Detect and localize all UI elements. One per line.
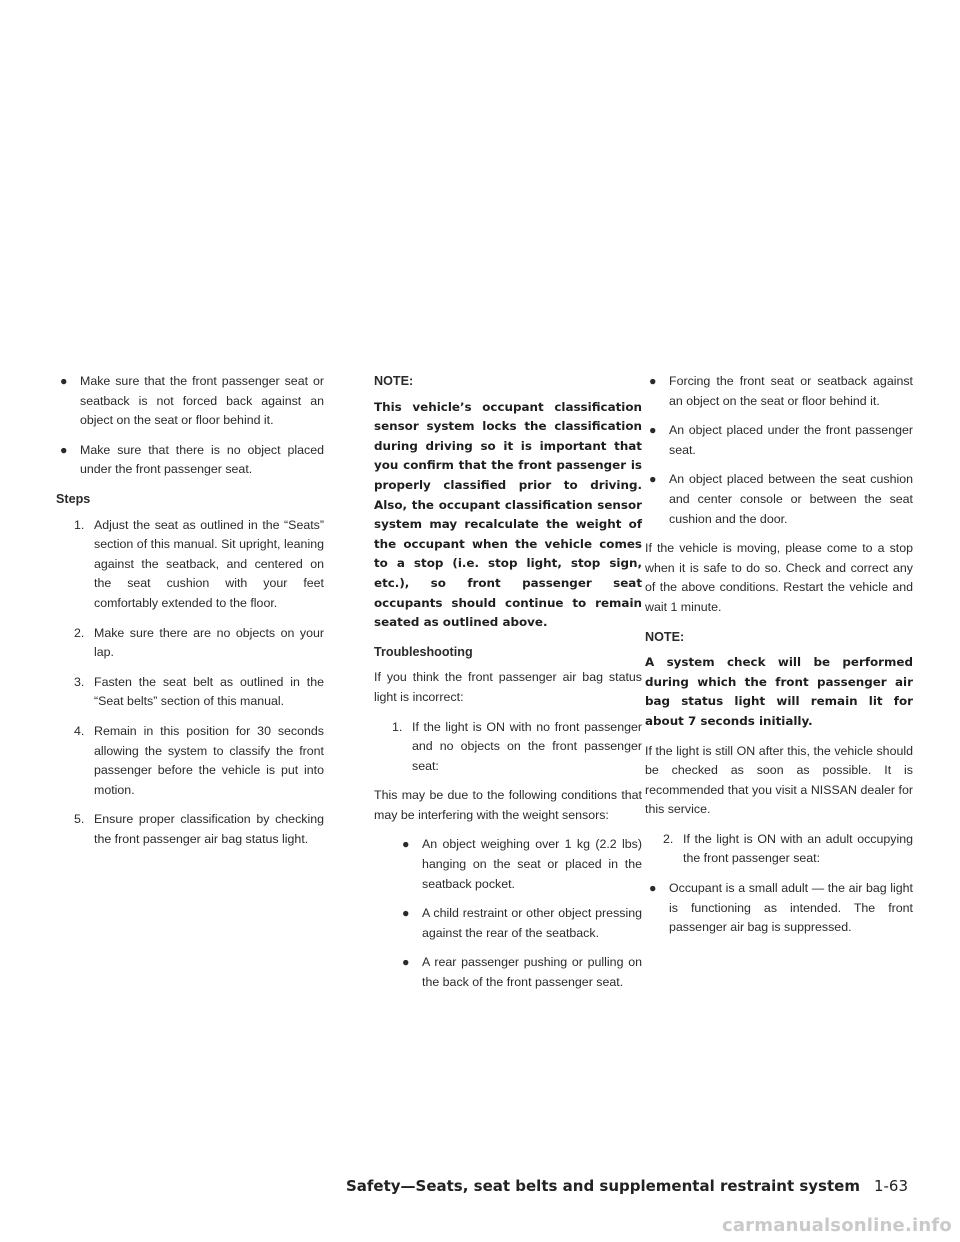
- step-number: 1.: [74, 517, 85, 532]
- step-item: [70, 810, 324, 849]
- watermark: carmanualsonline.info: [721, 1215, 952, 1236]
- step-text: Ensure proper classification by checking the front passenger air bag status light.: [94, 812, 324, 846]
- condition-item: [645, 421, 913, 460]
- bullet-item: [56, 441, 324, 480]
- column-middle: [374, 372, 642, 1003]
- condition-text: An object weighing over 1 kg (2.2 lbs) hanging on the seat or placed in the seatback pocket.: [422, 837, 642, 891]
- page-number: 1-63: [873, 1177, 908, 1195]
- trouble-number: 1.: [392, 719, 403, 734]
- condition-item: [398, 904, 642, 943]
- bullet-icon: ●: [402, 906, 410, 921]
- condition-item: [398, 953, 642, 992]
- step-number: 5.: [74, 812, 85, 827]
- bullet-icon: ●: [649, 423, 657, 438]
- step-item: [70, 673, 324, 712]
- note-body: A system check will be performed during which the front passenger air bag status light will remain lit for about 7 seconds initially.: [645, 655, 913, 728]
- condition-item: [645, 879, 913, 938]
- steps-heading: Steps: [56, 491, 91, 506]
- bullet-item: [56, 372, 324, 431]
- condition-text: Occupant is a small adult — the air bag light is functioning as intended. The front passenger air bag is suppressed.: [669, 881, 913, 935]
- bullet-icon: ●: [649, 472, 657, 487]
- bullet-icon: ●: [60, 374, 68, 388]
- step-item: [70, 624, 324, 663]
- trouble-item: [388, 718, 642, 777]
- trouble-item: [659, 830, 913, 869]
- step-number: 3.: [74, 674, 85, 689]
- condition-text: Forcing the front seat or seatback against an object on the seat or floor behind it.: [669, 374, 913, 408]
- note-label: NOTE:: [645, 629, 685, 644]
- column-right: [645, 372, 913, 948]
- condition-text: An object placed under the front passenger seat.: [669, 423, 913, 457]
- bullet-icon: ●: [649, 374, 657, 388]
- condition-text: A child restraint or other object pressing against the rear of the seatback.: [422, 906, 642, 940]
- step-text: Remain in this position for 30 seconds allowing the system to classify the front passenger before the vehicle is put into motion.: [94, 723, 324, 797]
- step-number: 2.: [74, 625, 85, 640]
- conditions-intro: This may be due to the following conditions that may be interfering with the weight sensors:: [374, 788, 642, 822]
- bullet-text: Make sure that there is no object placed under the front passenger seat.: [80, 442, 324, 477]
- condition-text: A rear passenger pushing or pulling on the back of the front passenger seat.: [422, 955, 642, 990]
- condition-text: An object placed between the seat cushion and center console or between the seat cushion and the door.: [669, 472, 913, 526]
- step-text: Fasten the seat belt as outlined in the “Seat belts” section of this manual.: [94, 674, 324, 709]
- trouble-number: 2.: [663, 831, 674, 846]
- bullet-text: Make sure that the front passenger seat or seatback is not forced back against an object on the seat or floor behind it.: [80, 374, 324, 428]
- bullet-icon: ●: [649, 881, 657, 896]
- troubleshooting-heading: Troubleshooting: [374, 644, 473, 659]
- trouble-text: If the light is ON with an adult occupying the front passenger seat:: [683, 831, 913, 866]
- step-number: 4.: [74, 723, 85, 738]
- bullet-icon: ●: [60, 442, 68, 457]
- note-body: This vehicle’s occupant classification sensor system locks the classification during driving so it is important that you confirm that the front passenger is properly classified prior to driving. Also, the occupant classification sensor system may recalculate the weight of the occupant when the vehicle comes to a stop (i.e. stop light, stop sign, etc.), so front passenger seat occupants should continue to remain seated as outlined above.: [374, 399, 642, 630]
- footer-section-title: Safety—Seats, seat belts and supplemental restraint system: [345, 1177, 860, 1195]
- step-text: Make sure there are no objects on your lap.: [94, 625, 324, 660]
- moving-instructions: If the vehicle is moving, please come to a stop when it is safe to do so. Check and correct any of the above conditions. Restart the vehicle and wait 1 minute.: [645, 541, 913, 614]
- condition-item: [398, 835, 642, 894]
- troubleshooting-intro: If you think the front passenger air bag status light is incorrect:: [374, 670, 642, 704]
- note-label: NOTE:: [374, 374, 414, 388]
- step-text: Adjust the seat as outlined in the “Seats” section of this manual. Sit upright, leaning against the seatback, and centered on the seat cushion with your feet comfortably extended to the floor.: [94, 517, 324, 610]
- bullet-icon: ●: [402, 837, 410, 852]
- column-left: [56, 372, 324, 859]
- condition-item: [645, 372, 913, 411]
- step-item: [70, 516, 324, 614]
- trouble-text: If the light is ON with no front passenger and no objects on the front passenger seat:: [412, 719, 642, 773]
- still-on-text: If the light is still ON after this, the vehicle should be checked as soon as possible. It is recommended that you visit a NISSAN dealer for this service.: [645, 743, 913, 817]
- condition-item: [645, 470, 913, 529]
- page-footer: [0, 1177, 908, 1195]
- bullet-icon: ●: [402, 955, 410, 970]
- step-item: [70, 722, 324, 800]
